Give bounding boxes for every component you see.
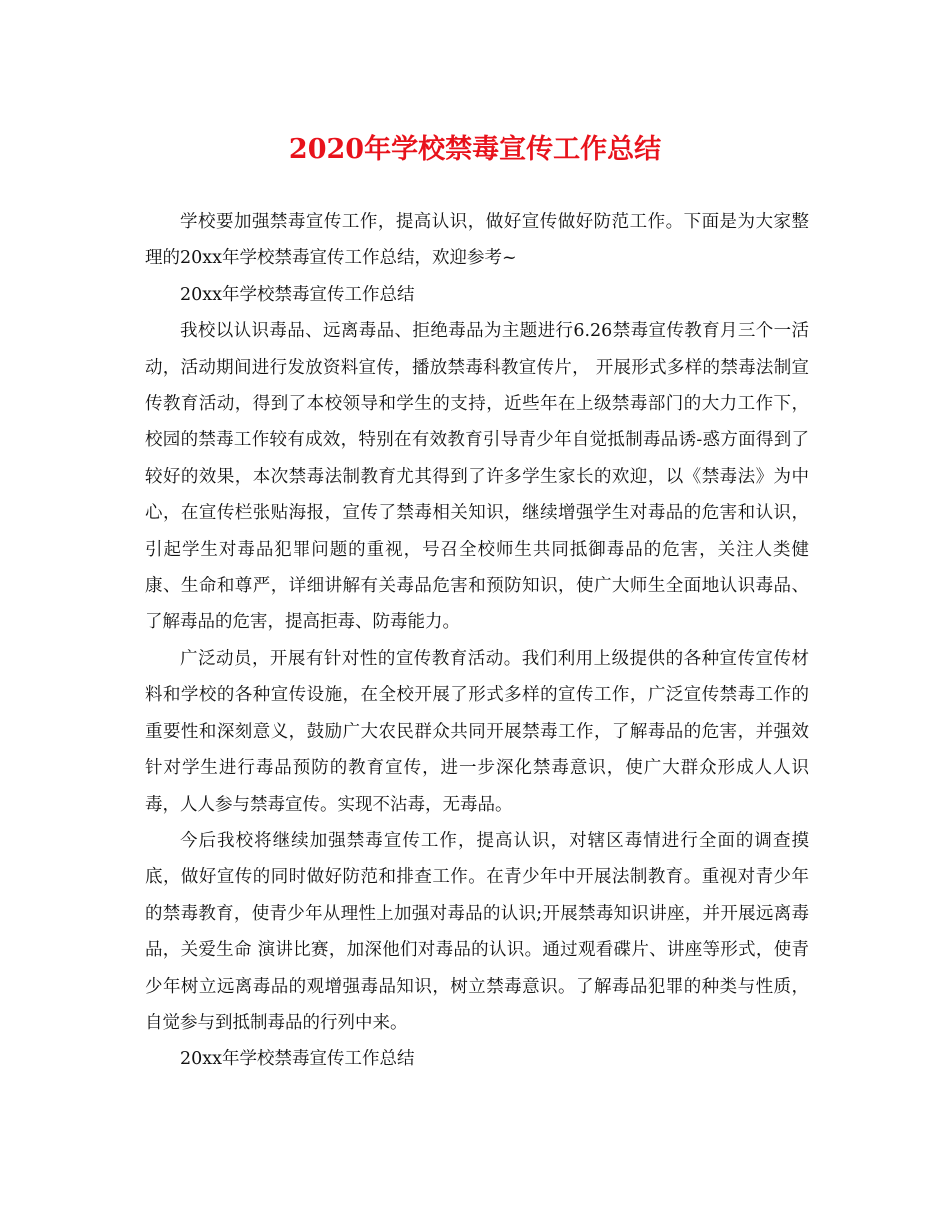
document-title: 2020年学校禁毒宣传工作总结: [288, 134, 662, 165]
intro-paragraph: 学校要加强禁毒宣传工作，提高认识，做好宣传做好防范工作。下面是为大家整理的20xx年学校禁毒宣传工作总结，欢迎参考~: [145, 212, 809, 269]
body-paragraph: 广泛动员，开展有针对性的宣传教育活动。我们利用上级提供的各种宣传宣传材料和学校的各种宣传设施，在全校开展了形式多样的宣传工作，广泛宣传禁毒工作的重要性和深刻意义，鼓励广大农民群众共同开展禁毒工作，了解毒品的危害，并强效针对学生进行毒品预防的教育宣传，进一步深化禁毒意识，使广大群众形成人人识毒，人人参与禁毒宣传。实现不沾毒，无毒品。: [145, 648, 809, 815]
body-paragraph: 今后我校将继续加强禁毒宣传工作，提高认识，对辖区毒情进行全面的调查摸底，做好宣传的同时做好防范和排查工作。在青少年中开展法制教育。重视对青少年的禁毒教育，使青少年从理性上加强对毒品的认识;开展禁毒知识讲座，并开展远离毒品，关爱生命 演讲比赛，加深他们对毒品的认识。通过观看碟片、讲座等形式，使青少年树立远离毒品的观增强毒品知识，树立禁毒意识。了解毒品犯罪的种类与性质，自觉参与到抵制毒品的行列中来。: [145, 830, 809, 1033]
section-heading: 20xx年学校禁毒宣传工作总结: [180, 1049, 415, 1070]
document-body: [145, 204, 809, 1078]
body-paragraph: 我校以认识毒品、远离毒品、拒绝毒品为主题进行6.26禁毒宣传教育月三个一活动，活动期间进行发放资料宣传，播放禁毒科教宣传片， 开展形式多样的禁毒法制宣传教育活动，得到了本校领导和学生的支持，近些年在上级禁毒部门的大力工作下，校园的禁毒工作较有成效，特别在有效教育引导青少年自觉抵制毒品诱-惑方面得到了较好的效果，本次禁毒法制教育尤其得到了许多学生家长的欢迎，以《禁毒法》为中心，在宣传栏张贴海报，宣传了禁毒相关知识，继续增强学生对毒品的危害和认识，引起学生对毒品犯罪问题的重视，号召全校师生共同抵御毒品的危害，关注人类健康、生命和尊严，详细讲解有关毒品危害和预防知识，使广大师生全面地认识毒品、了解毒品的危害，提高拒毒、防毒能力。: [145, 321, 809, 633]
section-heading: 20xx年学校禁毒宣传工作总结: [180, 284, 415, 305]
